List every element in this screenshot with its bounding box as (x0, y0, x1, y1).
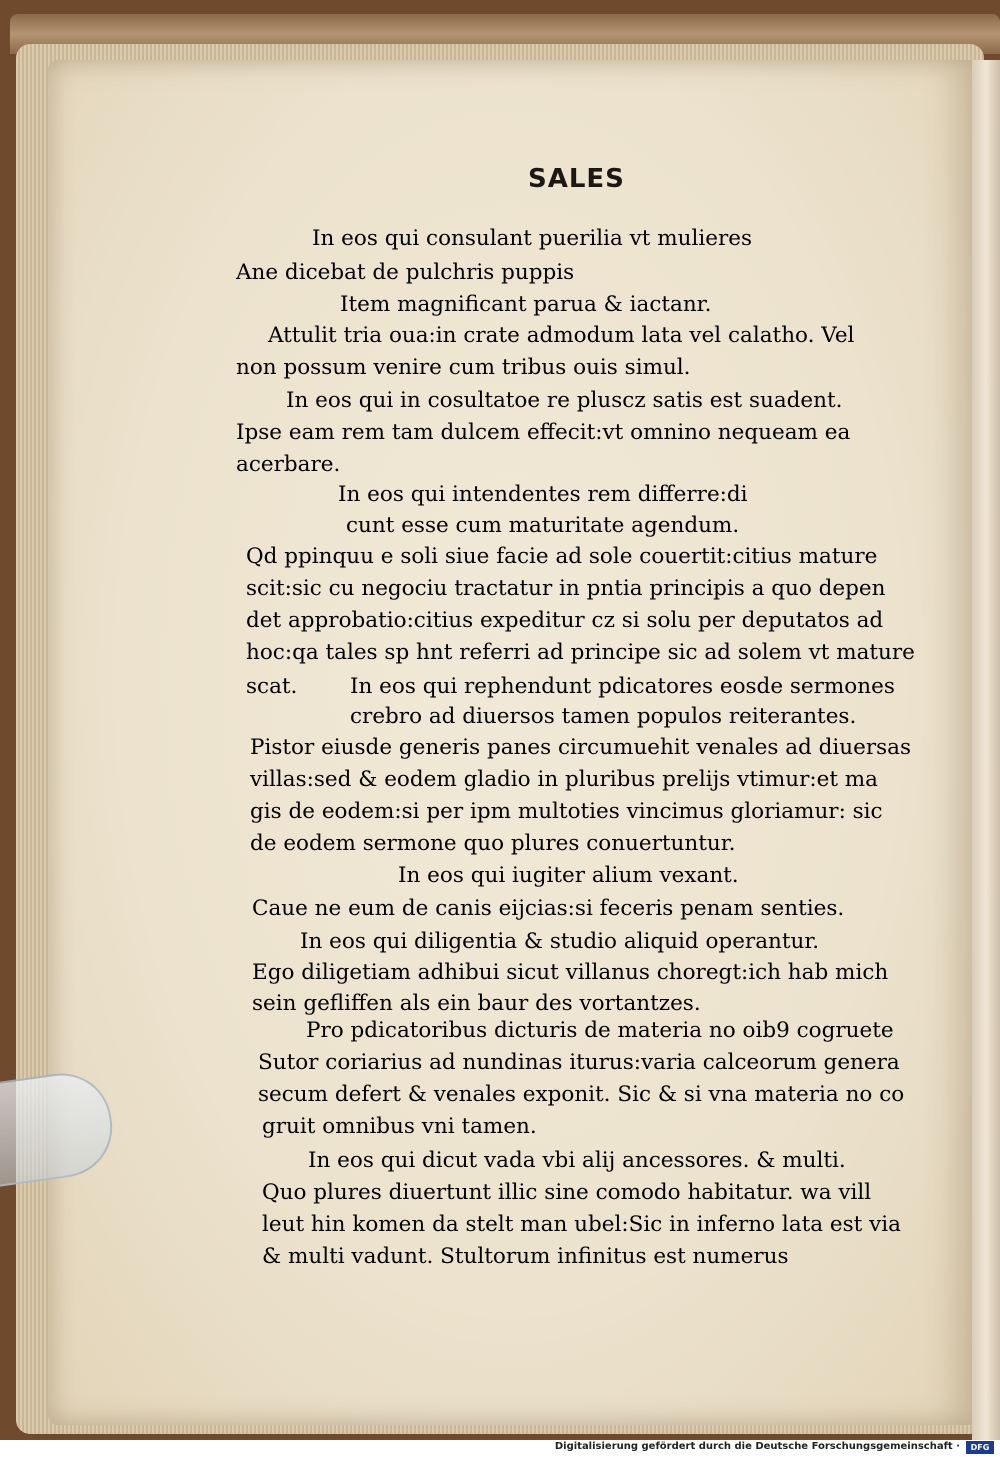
text-line: gruit omnibus vni tamen. (262, 1114, 537, 1139)
text-line: In eos qui diligentia & studio aliquid operantur. (300, 929, 820, 954)
text-line: Qd ppinquu e soli siue facie ad sole couertit:citius mature (246, 544, 878, 569)
text-line: de eodem sermone quo plures conuertuntur. (250, 831, 736, 856)
funding-credit: Digitalisierung gefördert durch die Deutsche Forschungsgemeinschaft · (554, 1441, 960, 1452)
text-line: scat. (246, 674, 298, 699)
text-line: gis de eodem:si per ipm multoties vincimus gloriamur: sic (250, 799, 883, 824)
text-line: villas:sed & eodem gladio in pluribus prelijs vtimur:et ma (250, 767, 878, 792)
text-line: Ipse eam rem tam dulcem effecit:vt omnino nequeam ea (236, 420, 851, 445)
text-line: det approbatio:citius expeditur cz si solu per deputatos ad (246, 608, 884, 633)
text-line: sein gefliffen als ein baur des vortantzes. (252, 991, 701, 1016)
text-line: Ane dicebat de pulchris puppis (236, 260, 575, 285)
text-line: In eos qui in cosultatoe re pluscz satis est suadent. (286, 388, 843, 413)
text-line: Sutor coriarius ad nundinas iturus:varia calceorum genera (258, 1050, 900, 1075)
text-line: non possum venire cum tribus ouis simul. (236, 355, 691, 380)
dfg-logo: DFG (966, 1441, 994, 1454)
text-line: Attulit tria oua:in crate admodum lata vel calatho. Vel (268, 323, 855, 348)
text-line: In eos qui iugiter alium vexant. (398, 863, 739, 888)
text-line: Caue ne eum de canis eijcias:si feceris penam senties. (252, 896, 845, 921)
text-line: In eos qui intendentes rem differre:di (338, 482, 748, 507)
text-line: scit:sic cu negociu tractatur in pntia principis a quo depen (246, 576, 886, 601)
page-right-edge (972, 60, 1000, 1440)
text-line: hoc:qa tales sp hnt referri ad principe sic ad solem vt mature (246, 640, 915, 665)
text-line: cunt esse cum maturitate agendum. (346, 513, 740, 538)
text-line: In eos qui consulant puerilia vt mulieres (312, 226, 753, 251)
text-line: Quo plures diuertunt illic sine comodo habitatur. wa vill (262, 1180, 872, 1205)
text-line: In eos qui rephendunt pdicatores eosde sermones (350, 674, 895, 699)
text-line: Ego diligetiam adhibui sicut villanus choregt:ich hab mich (252, 960, 889, 985)
text-line: leut hin komen da stelt man ubel:Sic in inferno lata est via (262, 1212, 901, 1237)
text-line: In eos qui dicut vada vbi alij ancessores. & multi. (308, 1148, 846, 1173)
text-line: secum defert & venales exponit. Sic & si vna materia no co (258, 1082, 905, 1107)
text-line: acerbare. (236, 452, 341, 477)
text-line: Pistor eiusde generis panes circumuehit venales ad diuersas (250, 735, 911, 760)
text-line: & multi vadunt. Stultorum infinitus est numerus (262, 1244, 789, 1269)
text-line: crebro ad diuersos tamen populos reiterantes. (350, 704, 857, 729)
text-line: Pro pdicatoribus dicturis de materia no oib9 cogruete (306, 1018, 894, 1043)
text-line: Item magnificant parua & iactanr. (340, 292, 712, 317)
page-title: SALES (528, 164, 625, 194)
